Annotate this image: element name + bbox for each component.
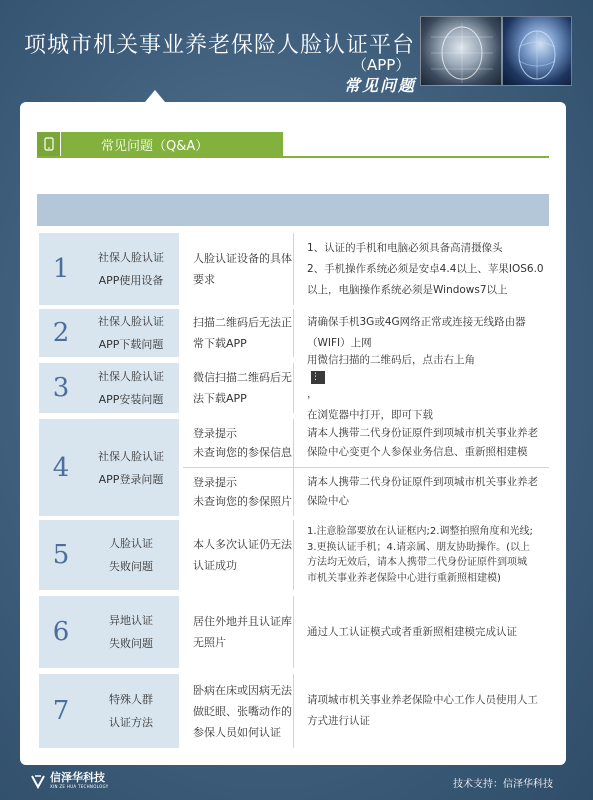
category-line: 社保人脸认证 <box>98 370 164 383</box>
row-question <box>183 674 293 748</box>
more-menu-icon: ⋮ <box>311 371 325 384</box>
answer-line: 方法均无效后，请本人携带二代身份证原件到项城 <box>307 557 527 568</box>
section-divider <box>37 156 549 158</box>
answer-line: 请本人携带二代身份证原件到项城市机关事业养老 <box>307 426 538 439</box>
category-line: 失败问题 <box>109 560 153 573</box>
row-answer <box>299 596 549 668</box>
table-row <box>37 674 549 748</box>
row-question <box>183 363 293 413</box>
row-number: 7 <box>39 674 83 748</box>
row-category <box>83 596 179 668</box>
row-question <box>183 520 293 590</box>
answer-line: 2、手机操作系统必须是安卓4.4以上、苹果IOS6.0 <box>307 262 544 275</box>
row-answer <box>299 233 549 305</box>
row-question <box>183 468 293 516</box>
table-row <box>37 596 549 668</box>
row-question <box>183 419 293 466</box>
category-line: 异地认证 <box>109 614 153 627</box>
category-line: 失败问题 <box>109 637 153 650</box>
category-line: 社保人脸认证 <box>98 251 164 264</box>
answer-line: 以上，电脑操作系统必须是Windows7以上 <box>307 283 508 296</box>
row-answer <box>299 520 549 590</box>
footer <box>0 766 593 800</box>
company-logo <box>30 772 108 790</box>
answer-line: 请确保手机3G或4G网络正常或连接无线路由器 <box>307 316 526 328</box>
table-row <box>37 419 549 516</box>
question-line: 参保人员如何认证 <box>193 725 281 739</box>
card-notch <box>145 90 165 102</box>
category-line: 人脸认证 <box>109 537 153 550</box>
table-row <box>37 520 549 590</box>
section-title: 常见问题（Q&A） <box>101 138 209 154</box>
column-divider <box>293 520 294 590</box>
question-line: 登录提示 <box>193 426 237 440</box>
question-line: 登录提示 <box>193 476 237 489</box>
row-number: 4 <box>39 419 83 516</box>
question-line: 要求 <box>193 273 215 286</box>
category-line: 社保人脸认证 <box>98 449 164 463</box>
row-category <box>83 363 179 413</box>
row-question <box>183 596 293 668</box>
column-divider <box>293 674 294 748</box>
answer-line: 请项城市机关事业养老保险中心工作人员使用人工 <box>307 694 538 706</box>
row-category <box>83 674 179 748</box>
answer-line: 方式进行认证 <box>307 715 370 727</box>
face-mesh-icon <box>503 17 572 86</box>
question-line: 人脸认证设备的具体 <box>193 252 292 265</box>
question-line: 做眨眼、张嘴动作的 <box>193 704 292 718</box>
answer-text: ， <box>307 388 318 400</box>
page-title: 项城市机关事业养老保险人脸认证平台 <box>24 33 416 58</box>
answer-line <box>307 350 549 405</box>
header <box>0 0 593 102</box>
question-line: 法下载APP <box>193 392 247 405</box>
category-line: APP下载问题 <box>98 338 164 351</box>
answer-line: 通过人工认证模式或者重新照相建模完成认证 <box>307 625 517 638</box>
answer-line: （WIFI）上网 <box>307 337 372 349</box>
row-question <box>183 309 293 357</box>
answer-text: 用微信扫描的二维码后，点击右上角 <box>307 354 475 366</box>
table-row <box>37 233 549 305</box>
question-line: 未查询您的参保照片 <box>193 495 292 508</box>
category-line: 认证方法 <box>109 716 153 729</box>
category-line: APP安装问题 <box>98 393 164 406</box>
logo-icon <box>30 773 46 789</box>
category-line: 特殊人群 <box>109 693 153 706</box>
row-answer <box>299 419 549 466</box>
question-line: 常下载APP <box>193 337 247 350</box>
answer-line: 在浏览器中打开，即可下载 <box>307 409 433 421</box>
row-category <box>83 520 179 590</box>
category-line: APP登录问题 <box>98 472 164 486</box>
tech-support-text: 技术支持：信泽华科技 <box>453 779 553 790</box>
faq-label: 常见问题 <box>344 76 417 95</box>
question-line: 微信扫描二维码后无 <box>193 371 292 384</box>
logo-name: 信泽华科技 <box>50 771 105 784</box>
column-divider <box>293 419 294 516</box>
column-divider <box>293 309 294 357</box>
row-category <box>83 309 179 357</box>
question-line: 认证成功 <box>193 559 237 572</box>
section-header <box>37 132 283 156</box>
table-row <box>37 354 549 421</box>
face-outline-icon <box>421 17 502 86</box>
row-number: 5 <box>39 520 83 590</box>
row-category <box>83 419 179 516</box>
row-number: 3 <box>39 363 83 413</box>
answer-line: 市机关事业养老保险中心进行重新照相建模) <box>307 572 501 584</box>
logo-english: XIN ZE HUA TECHNOLOGY <box>50 784 109 789</box>
app-subtitle: （APP） <box>352 56 411 74</box>
row-question <box>183 233 293 305</box>
column-divider <box>293 363 294 413</box>
answer-line: 保险中心 <box>307 495 349 507</box>
row-number: 6 <box>39 596 83 668</box>
answer-line: 1.注意脸部要放在认证框内;2.调整拍照角度和光线; <box>307 526 533 537</box>
row-number: 2 <box>39 309 83 357</box>
question-line: 无照片 <box>193 636 226 649</box>
face-scan-image <box>420 16 502 86</box>
question-line: 未查询您的参保信息 <box>193 445 292 459</box>
answer-line: 请本人携带二代身份证原件到项城市机关事业养老 <box>307 476 538 488</box>
face-grid-image <box>502 16 572 86</box>
phone-icon <box>37 132 61 156</box>
row-answer <box>299 354 549 421</box>
question-line: 本人多次认证仍无法 <box>193 538 292 551</box>
column-divider <box>293 596 294 668</box>
row-category <box>83 233 179 305</box>
question-line: 卧病在床或因病无法 <box>193 683 292 697</box>
column-divider <box>293 233 294 305</box>
row-number: 1 <box>39 233 83 305</box>
row-answer <box>299 468 549 516</box>
row-answer <box>299 674 549 748</box>
table-header-bar <box>37 194 549 226</box>
category-line: 社保人脸认证 <box>98 315 164 328</box>
question-line: 扫描二维码后无法正 <box>193 316 292 329</box>
answer-line: 3.更换认证手机；4.请亲属、朋友协助操作。(以上 <box>307 541 530 553</box>
answer-line: 保险中心变更个人参保业务信息、重新照相建模 <box>307 445 528 458</box>
answer-line: 1、认证的手机和电脑必须具备高清摄像头 <box>307 241 503 254</box>
question-line: 居住外地并且认证库 <box>193 615 292 628</box>
category-line: APP使用设备 <box>98 274 164 287</box>
